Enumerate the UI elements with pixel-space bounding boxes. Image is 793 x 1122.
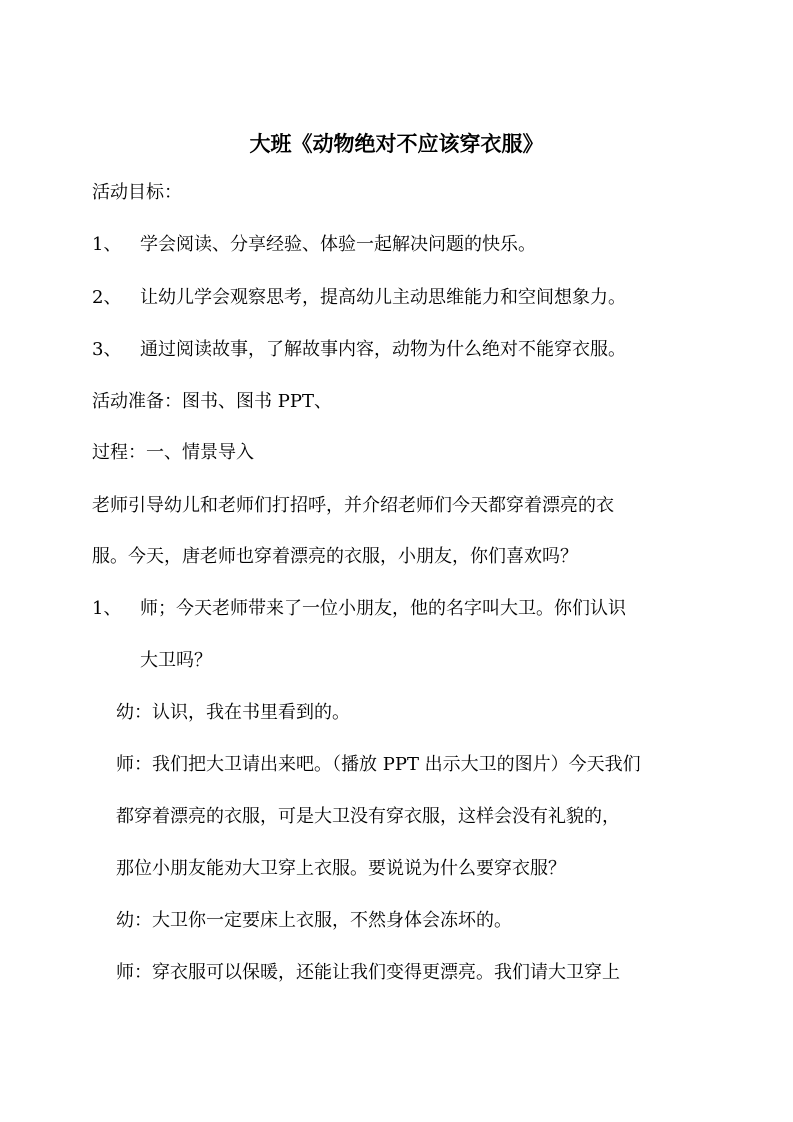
dialog-line-5: 幼：大卫你一定要床上衣服，不然身体会冻坏的。	[116, 910, 512, 931]
document-title: 大班《动物绝对不应该穿衣服》	[249, 131, 544, 156]
dialog-line-1: 幼：认识，我在书里看到的。	[116, 702, 350, 723]
goal-number-3: 3、	[92, 339, 122, 360]
dialog-line-6: 师：穿衣服可以保暖，还能让我们变得更漂亮。我们请大卫穿上	[116, 962, 620, 983]
goal-number-2: 2、	[92, 287, 122, 308]
step-number-1: 1、	[92, 598, 122, 619]
intro-line-2: 服。今天，唐老师也穿着漂亮的衣服，小朋友，你们喜欢吗？	[92, 546, 578, 567]
goal-text-2: 让幼儿学会观察思考，提高幼儿主动思维能力和空间想象力。	[140, 287, 626, 308]
goal-number-1: 1、	[92, 234, 122, 255]
goal-text-1: 学会阅读、分享经验、体验一起解决问题的快乐。	[140, 234, 536, 255]
process-line: 过程：一、情景导入	[92, 442, 254, 463]
dialog-line-3: 都穿着漂亮的衣服，可是大卫没有穿衣服，这样会没有礼貌的，	[116, 806, 620, 827]
goal-text-3: 通过阅读故事，了解故事内容，动物为什么绝对不能穿衣服。	[140, 339, 626, 360]
preparation-line: 活动准备：图书、图书 PPT、	[92, 391, 332, 412]
step1-line-1: 师；今天老师带来了一位小朋友，他的名字叫大卫。你们认识	[140, 598, 626, 619]
intro-line-1: 老师引导幼儿和老师们打招呼，并介绍老师们今天都穿着漂亮的衣	[92, 495, 614, 516]
dialog-line-4: 那位小朋友能劝大卫穿上衣服。要说说为什么要穿衣服？	[116, 858, 566, 879]
step1-line-2: 大卫吗？	[140, 650, 212, 671]
dialog-line-2: 师：我们把大卫请出来吧。（播放 PPT 出示大卫的图片）今天我们	[116, 754, 641, 775]
goals-heading: 活动目标：	[92, 182, 182, 203]
